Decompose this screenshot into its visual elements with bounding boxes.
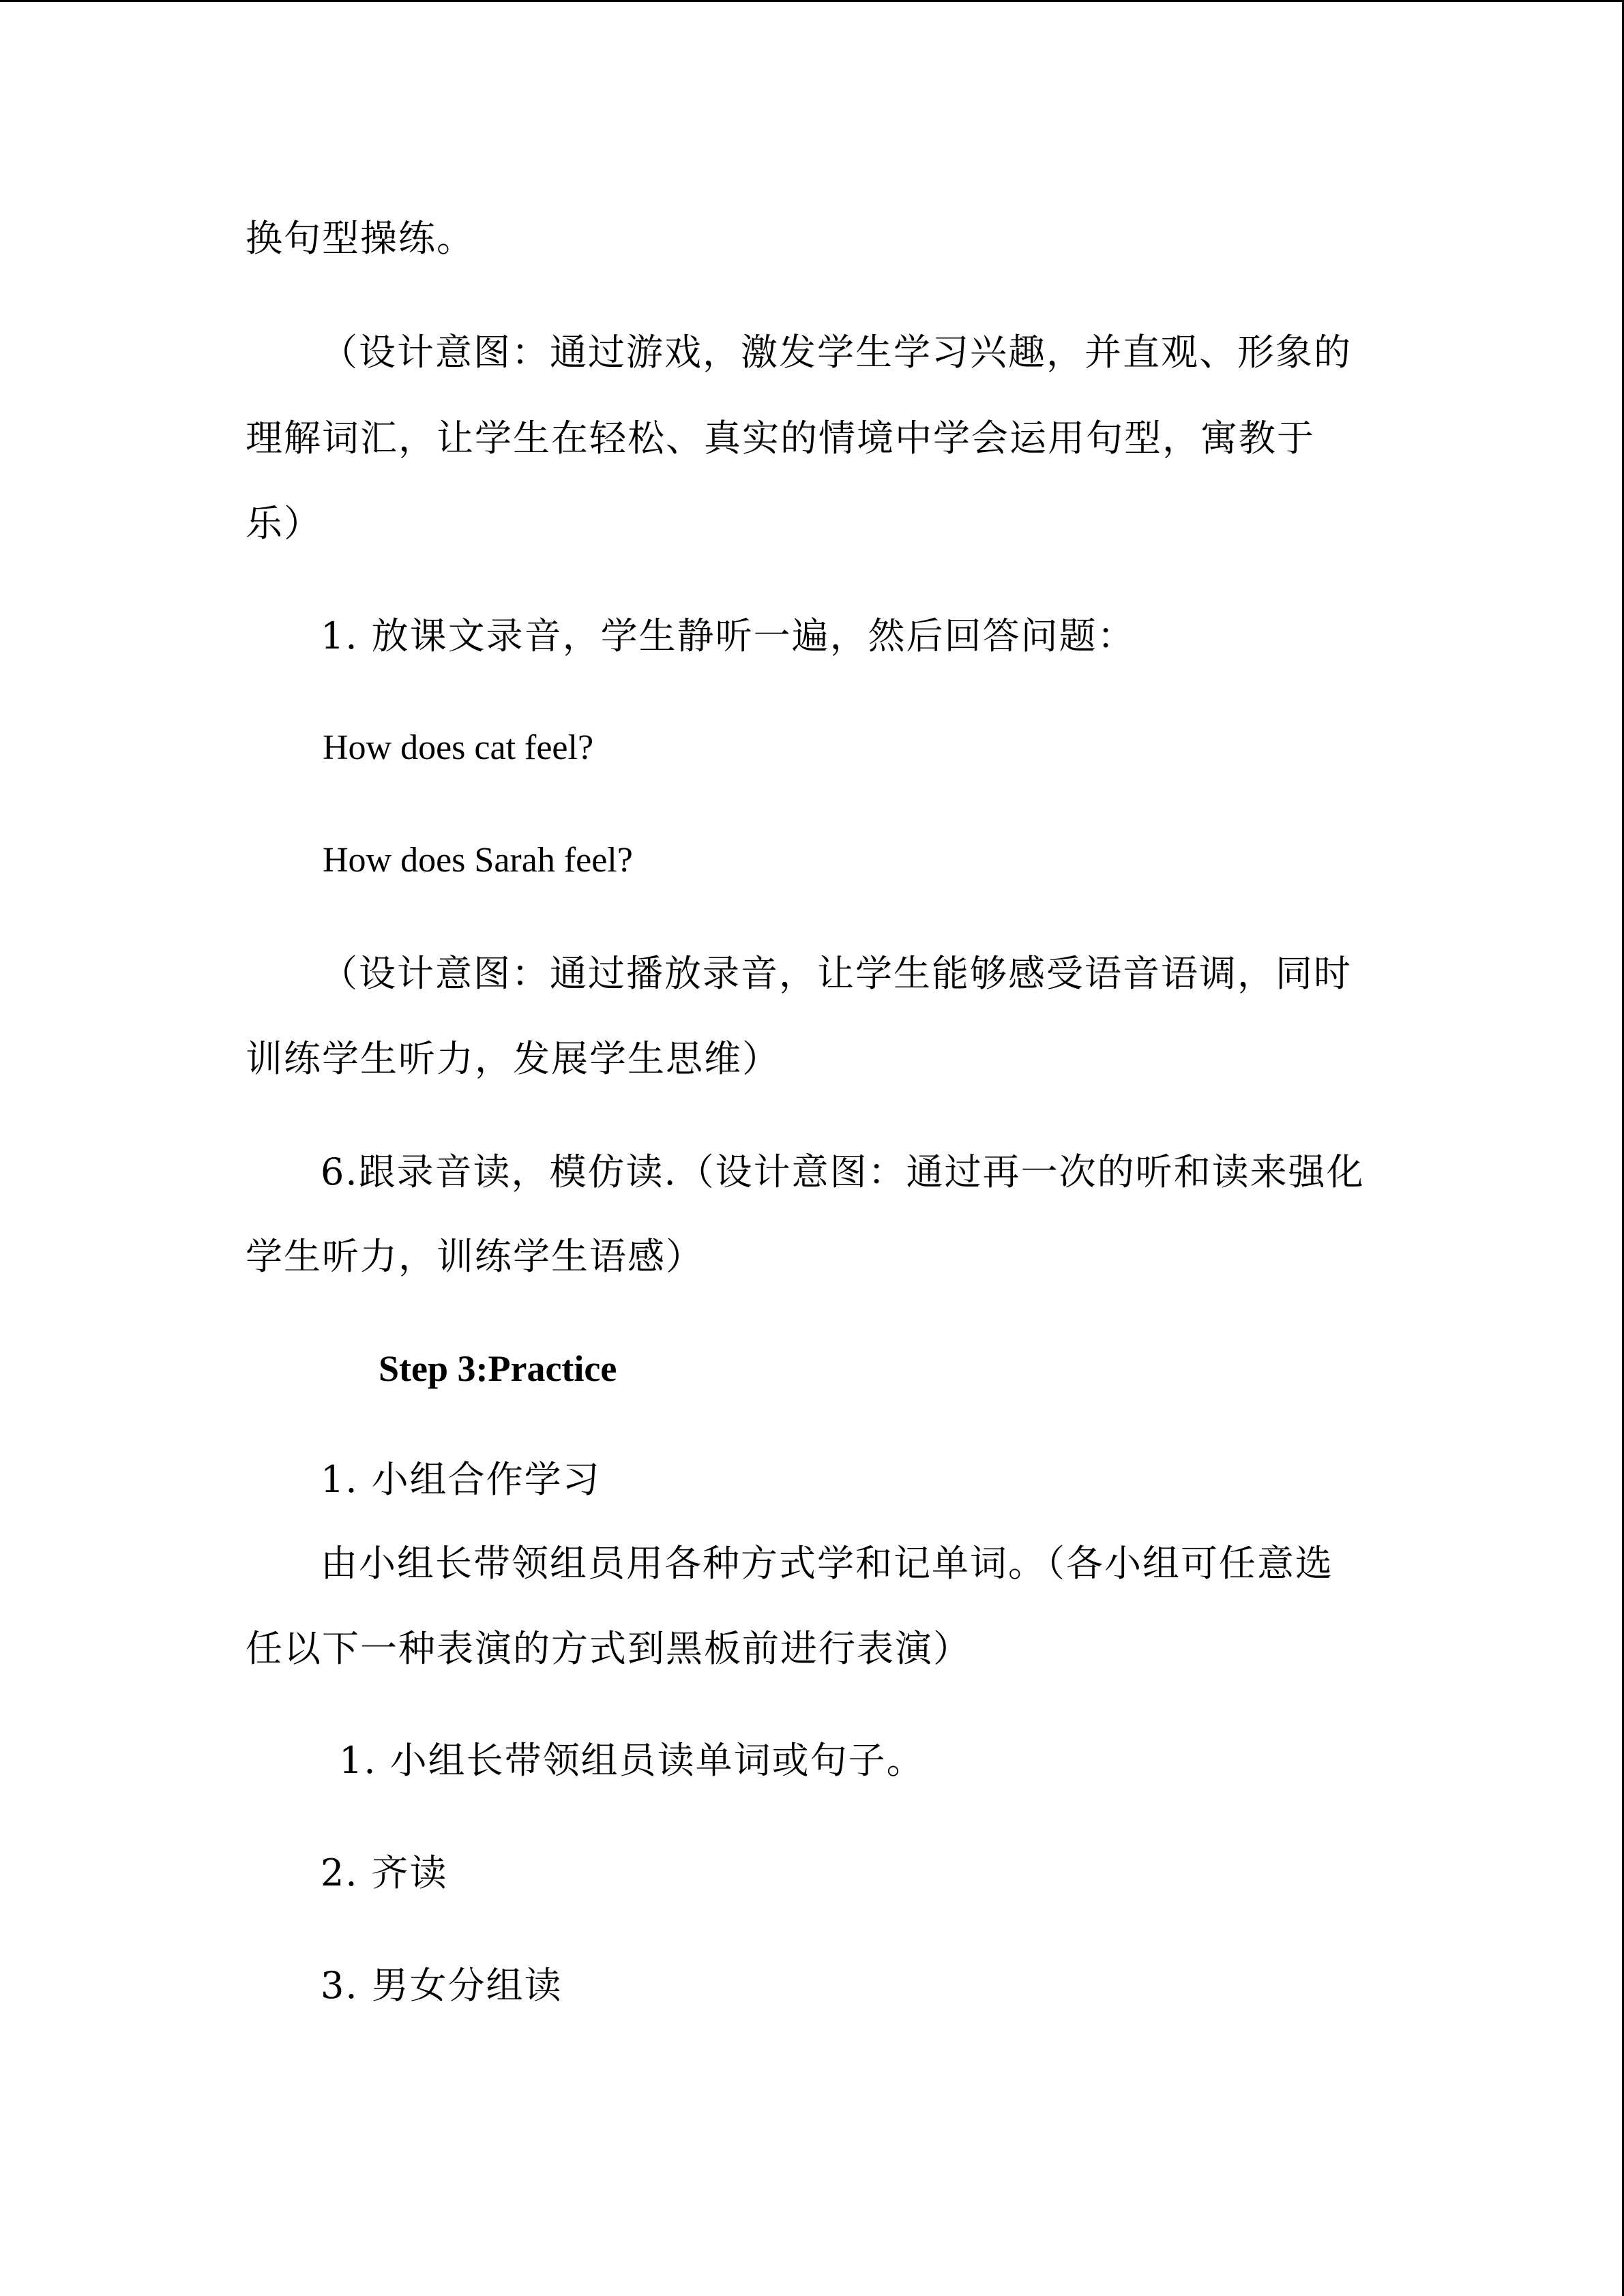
list-item: 1. 小组长带领组员读单词或句子。 [339, 1739, 925, 1782]
page-border-top [0, 0, 1624, 2]
list-item: 1. 小组合作学习 [321, 1458, 601, 1501]
question-line: How does Sarah feel? [323, 841, 633, 880]
question-line: How does cat feel? [323, 728, 594, 767]
list-item: 1. 放课文录音，学生静听一遍，然后回答问题： [321, 614, 1136, 657]
paragraph-line: 由小组长带领组员用各种方式学和记单词。（各小组可任意选 [321, 1542, 1333, 1585]
list-item: 2. 齐读 [321, 1851, 448, 1894]
paragraph-line: 学生听力，训练学生语感） [246, 1235, 704, 1278]
list-item: 6.跟录音读，模仿读.（设计意图：通过再一次的听和读来强化 [321, 1150, 1365, 1193]
design-intent-line: （设计意图：通过游戏，激发学生学习兴趣，并直观、形象的 [321, 331, 1352, 374]
list-item: 3. 男女分组读 [321, 1964, 563, 2007]
design-intent-line: 训练学生听力，发展学生思维） [246, 1037, 780, 1080]
paragraph-line: 任以下一种表演的方式到黑板前进行表演） [246, 1627, 971, 1670]
paragraph-line: 换句型操练。 [246, 217, 475, 260]
section-heading: Step 3:Practice [379, 1348, 617, 1389]
design-intent-line: （设计意图：通过播放录音，让学生能够感受语音语调，同时 [321, 952, 1352, 995]
design-intent-line: 乐） [246, 502, 322, 545]
design-intent-line: 理解词汇，让学生在轻松、真实的情境中学会运用句型，寓教于 [246, 417, 1315, 460]
